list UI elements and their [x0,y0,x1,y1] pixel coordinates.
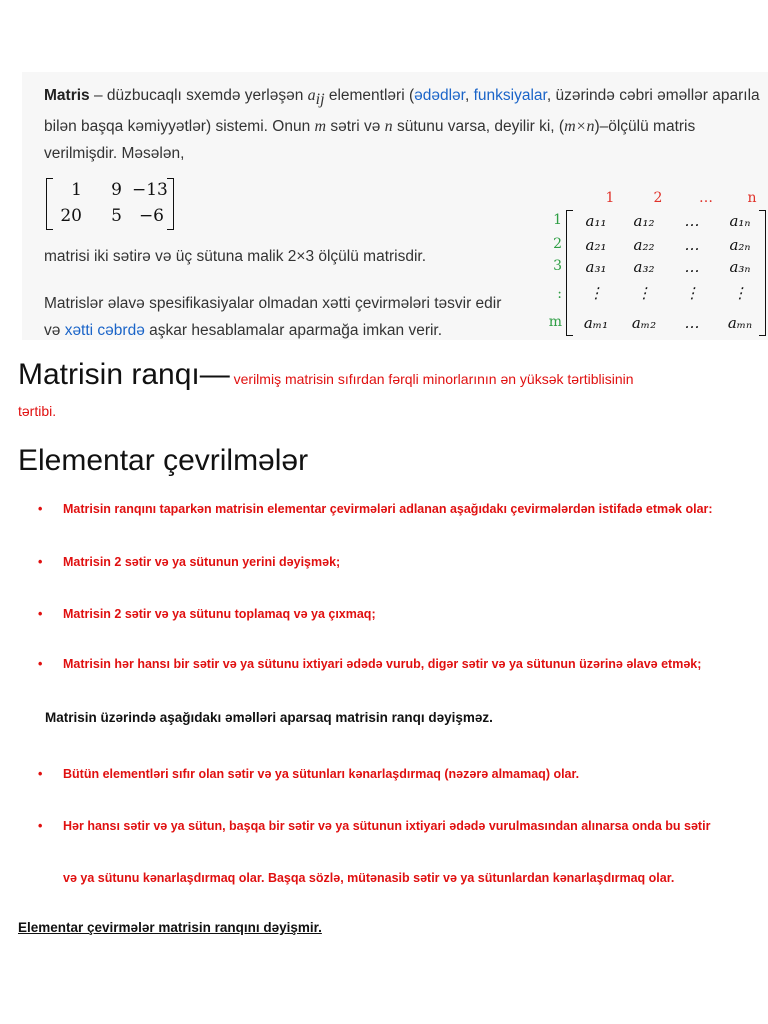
row-label: 1 [553,212,562,228]
matrix-cell: ⋮ [684,284,700,302]
matrix-cell: ⋮ [588,284,604,302]
link-ededler[interactable]: ədədlər [414,87,465,104]
elementary-heading: Elementar çevrilmələr [18,444,309,477]
definition-panel [22,72,768,340]
matrix-cell: aₘ₁ [583,314,609,332]
usage-text: Matrislər əlavə spesifikasiyalar olmadan xətti çevirmələri təsvir edir və xətti cəbrdə aşkar hesablamalar aparmağa imkan verir. [44,295,502,339]
matrix-cell: −13 [132,180,168,200]
row-label: : [557,286,562,302]
matrix-cell: … [684,314,700,332]
rank-definition-cont: tərtibi. [18,403,57,419]
matrix-cell: a₁ₙ [729,212,751,230]
matrix-cell: a₂ₙ [729,236,751,254]
bullet-icon: • [38,657,43,671]
term-matris: Matris [44,87,90,104]
bullet-icon: • [38,502,43,516]
matrix-cell: a₃₂ [633,258,655,276]
matrix-cell: −6 [138,206,164,226]
matrix-cell: … [684,212,700,230]
row-label: m [548,314,562,330]
matrix-cell: ⋮ [636,284,652,302]
right-bracket [167,178,174,230]
row-label: 2 [553,236,562,252]
column-label: … [699,190,713,206]
rank-heading: Matrisin ranqı— verilmiş matrisin sıfırdan fərqli minorlarının ən yüksək tərtiblisinin [18,358,634,391]
matrix-cell: aₘₙ [727,314,753,332]
definition-text: Matris – düzbucaqlı sxemdə yerləşən $a_{ij}$ elementləri (ədədlər, funksiyalar, üzərində cəbri əməllər aparıla bilən başqa kəmiyyətlər) sistemi. Onun m sətri və n sütunu varsa, deyilir ki, (m×n)–ölçülü matris verilmişdir. Məsələn, [44,87,760,163]
matrix-cell: ⋮ [732,284,748,302]
column-label: n [747,190,757,206]
matrix-cell: 1 [71,180,82,200]
matrix-cell: 20 [60,206,82,226]
matrix-cell: a₁₂ [633,212,655,230]
bullet-icon: • [38,767,43,781]
example-matrix [46,178,174,230]
bullet-icon: • [38,607,43,621]
matrix-cell: aₘ₂ [631,314,657,332]
matrix-cell: … [684,258,700,276]
matrix-cell: a₃ₙ [729,258,751,276]
column-label: 2 [653,190,663,206]
row-label: 3 [553,258,562,274]
matrix-cell: a₁₁ [585,212,607,230]
matrix-cell: a₂₁ [585,236,607,254]
matrix-cell: a₂₂ [633,236,655,254]
conclusion: Elementar çevirmələr matrisin ranqını dəyişmir. [18,920,322,935]
example-caption: matrisi iki sətirə və üç sütuna malik 2×3 ölçülü matrisdir. [44,248,427,265]
rank-definition: verilmiş matrisin sıfırdan fərqli minorlarının ən yüksək tərtiblisinin [229,371,634,387]
column-label: 1 [605,190,615,206]
matrix-cell: a₃₁ [585,258,607,276]
link-xetti-cebr[interactable]: xətti cəbrdə [64,322,145,339]
matrix-cell: … [684,236,700,254]
rank-invariance-note: Matrisin üzərində aşağıdakı əməlləri aparsaq matrisin ranqı dəyişməz. [45,710,493,725]
left-bracket [566,210,573,336]
right-bracket [759,210,766,336]
bullet-icon: • [38,819,43,833]
link-funksiyalar[interactable]: funksiyalar [473,87,547,104]
general-matrix [540,190,766,336]
matrix-cell: 5 [111,206,122,226]
bullet-icon: • [38,555,43,569]
matrix-cell: 9 [111,180,122,200]
